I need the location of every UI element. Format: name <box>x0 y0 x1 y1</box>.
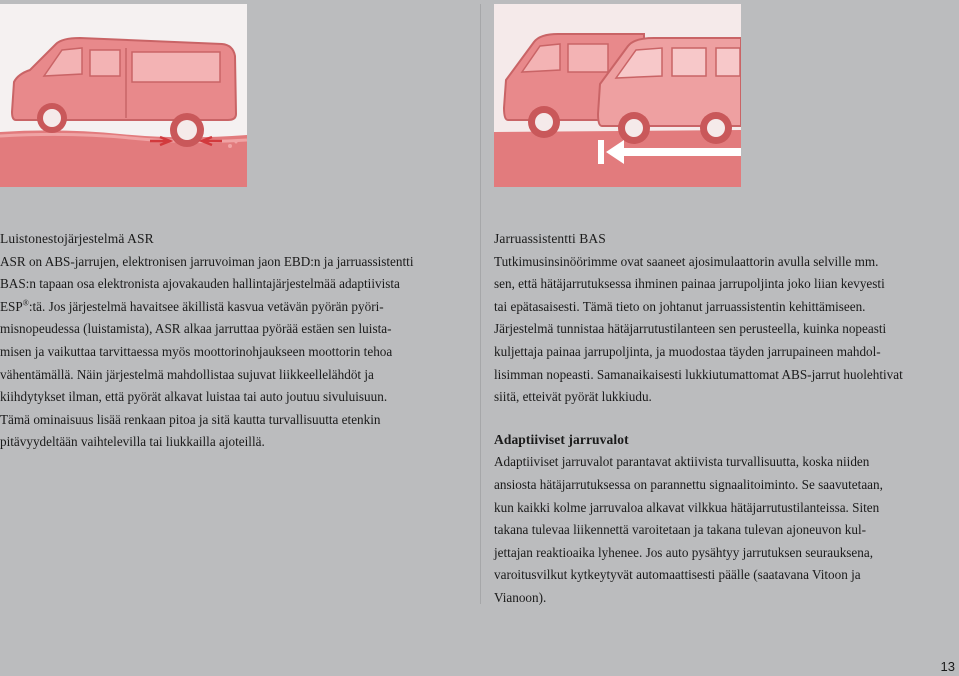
asr-line: Tämä ominaisuus lisää renkaan pitoa ja sitä kautta turvallisuutta etenkin <box>0 411 381 427</box>
bas-line: sen, että hätäjarrutuksessa ihminen painaa jarrupoljinta joko liian kevyesti <box>494 276 885 292</box>
bas-vans-illustration <box>494 4 741 187</box>
brake-line: Adaptiiviset jarruvalot parantavat aktiivista turvallisuutta, koska niiden <box>494 454 870 470</box>
asr-line: ASR on ABS-jarrujen, elektronisen jarruvoiman jaon EBD:n ja jarruassistentti <box>0 253 414 269</box>
asr-line: misnopeudessa (luistamista), ASR alkaa jarruttaa pyörää estäen sen luista- <box>0 321 392 337</box>
asr-line-rest: :tä. Jos järjestelmä havaitsee äkillistä kasvua vetävän pyörän pyöri- <box>28 298 384 314</box>
bas-heading: Jarruassistentti BAS <box>494 231 606 246</box>
bas-line: tai epätasaisesti. Tämä tieto on johtanut jarruassistentin kehittämiseen. <box>494 298 866 314</box>
asr-van-illustration <box>0 4 247 187</box>
asr-line: misen ja vaikuttaa tarvittaessa myös moottorinohjaukseen moottorin tehoa <box>0 343 393 359</box>
asr-line: BAS:n tapaan osa elektronista ajovakauden hallintajärjestelmää adaptiivista <box>0 276 400 292</box>
brake-line: jettajan reaktioaika lyhenee. Jos auto pysähtyy jarrutuksen seurauksena, <box>494 544 874 560</box>
brake-line: kun kaikki kolme jarruvaloa alkavat vilkkua hätäjarrutustilanteissa. Siten <box>494 499 880 515</box>
brake-lights-heading: Adaptiiviset jarruvalot <box>494 431 629 447</box>
bas-line: Tutkimusinsinöörimme ovat saaneet ajosimulaattorin avulla selville mm. <box>494 253 879 269</box>
page-number: 13 <box>940 659 955 674</box>
bas-section <box>494 228 956 610</box>
section-gap <box>494 409 956 429</box>
brake-line: varoitusvilkut kytkeytyvät automaattisesti päälle (saatavana Vitoon ja <box>494 567 861 583</box>
asr-line <box>0 296 470 319</box>
asr-heading: Luistonestojärjestelmä ASR <box>0 231 154 246</box>
asr-line: kiihdytykset ilman, että pyörät alkavat luistaa tai auto joutuu sivuluisuun. <box>0 389 388 405</box>
column-divider <box>480 4 481 604</box>
brake-line: takana tulevaa liikennettä varoitetaan ja takana tulevan ajoneuvon kul- <box>494 522 867 538</box>
asr-line: vähentämällä. Näin järjestelmä mahdollistaa sujuvat liikkeellelähdöt ja <box>0 366 374 382</box>
brake-line: ansiosta hätäjarrutuksessa on parannettu signaalitoiminto. Se saavutetaan, <box>494 476 883 492</box>
bas-line: lisimman nopeasti. Samanaikaisesti lukkiutumattomat ABS-jarrut huolehtivat <box>494 366 903 382</box>
registered-mark: ® <box>22 298 29 308</box>
brake-line: Vianoon). <box>494 589 547 605</box>
asr-line: pitävyydeltään vaihtelevilla tai liukkailla ajoteillä. <box>0 434 265 450</box>
bas-line: kuljettaja painaa jarrupoljinta, ja muodostaa täyden jarrupaineen mahdol- <box>494 343 881 359</box>
asr-section <box>0 228 470 454</box>
esp-label: ESP <box>0 298 23 314</box>
bas-line: Järjestelmä tunnistaa hätäjarrutustilanteen sen perusteella, kuinka nopeasti <box>494 321 887 337</box>
bas-line: siitä, etteivät pyörät lukkiudu. <box>494 389 652 405</box>
